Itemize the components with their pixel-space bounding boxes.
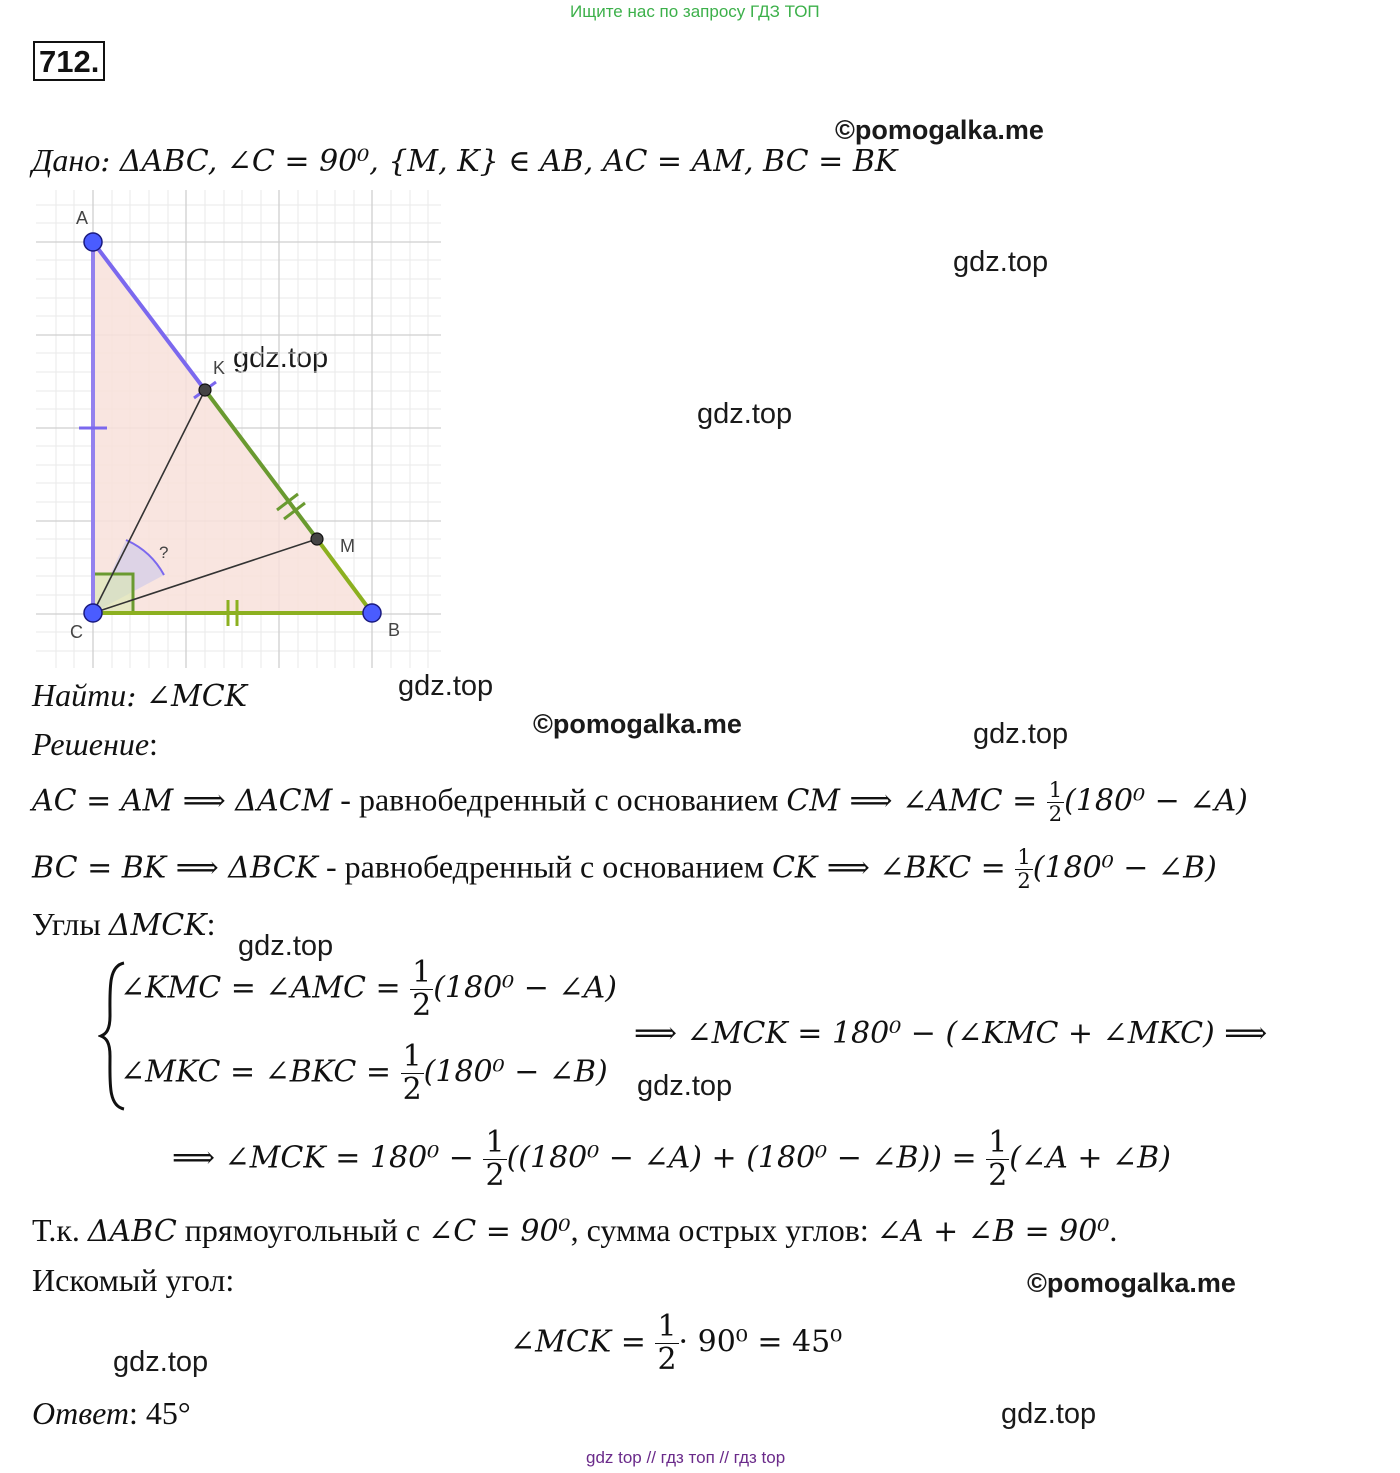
watermark-gdz: gdz.top [398, 670, 494, 702]
given-text: : ΔABC, ∠C = 90⁰, {M, K} ∈ AB, AC = AM, BC = BK [100, 144, 898, 179]
label-k: K [213, 358, 226, 378]
system-result: ⟹ ∠MCK = 180⁰ − (∠KMC + ∠MKC) ⟹ [634, 1016, 1268, 1051]
frac-den: 2 [988, 1158, 1008, 1193]
answer-line [32, 1395, 191, 1432]
watermark-gdz: gdz.top [973, 718, 1069, 750]
fraction-half [410, 955, 433, 1023]
angle-question-mark: ? [159, 543, 169, 562]
frac-den: 2 [485, 1158, 505, 1193]
find-label: Найти [32, 677, 127, 713]
frac-num: 1 [1017, 845, 1031, 869]
solution-label-text: Решение [32, 726, 150, 762]
angles-label: Углы [32, 906, 109, 942]
watermark-gdz: gdz.top [233, 342, 329, 374]
problem-number-box [33, 41, 105, 81]
frac-den: 2 [1017, 869, 1031, 893]
line1-equality: AC = AM ⟹ ΔACM [32, 783, 333, 819]
line1-expr: (180⁰ − ∠A) [1064, 783, 1248, 819]
since-sum-text: , сумма острых углов: [570, 1212, 877, 1248]
watermark-pomogalka: ©pomogalka.me [835, 115, 1044, 145]
sys2-angle: ∠MKC = ∠BKC = [120, 1054, 401, 1090]
solution-line-2 [32, 847, 1217, 892]
label-b: B [388, 620, 401, 640]
frac-den: 2 [1048, 802, 1063, 826]
since-sum: ∠A + ∠B = 90⁰ [876, 1214, 1110, 1249]
frac-num: 1 [657, 1309, 677, 1344]
since-angle-c: ∠C = 90⁰ [428, 1214, 571, 1249]
expansion-line [172, 1125, 1171, 1193]
find-text: : ∠MCK [126, 679, 248, 714]
watermark-gdz: gdz.top [238, 930, 334, 962]
since-text: прямоугольный с [176, 1212, 429, 1248]
watermark-gdz: gdz.top [953, 246, 1049, 278]
fraction-half [655, 1309, 678, 1377]
fraction-half [401, 1039, 424, 1107]
point-m [311, 533, 323, 545]
watermark-pomogalka: ©pomogalka.me [1027, 1268, 1236, 1298]
since-prefix: Т.к. [32, 1212, 88, 1248]
frac-num: 1 [988, 1125, 1008, 1160]
expand-start: ⟹ ∠MCK = 180⁰ − [172, 1140, 484, 1176]
final-angle: ∠MCK = [510, 1324, 656, 1360]
watermark-gdz: gdz.top [697, 398, 793, 430]
line2-text: - равнобедренный с основанием [317, 848, 772, 885]
line2-equality: BC = BK ⟹ ΔBCK [32, 850, 318, 886]
footer-links[interactable]: gdz top // гдз топ // гдз top [586, 1448, 786, 1467]
triangle-figure [36, 190, 441, 668]
solution-line-1 [32, 780, 1248, 825]
watermark-gdz: gdz.top [1001, 1398, 1097, 1430]
problem-number [33, 44, 105, 80]
frac-num: 1 [412, 955, 432, 990]
frac-num: 1 [485, 1125, 505, 1160]
final-formula [510, 1309, 843, 1377]
problem-number-dot: . [90, 44, 100, 79]
watermark-pomogalka: ©pomogalka.me [533, 709, 742, 739]
given-label: Дано [32, 142, 101, 178]
line1-angle: CM ⟹ ∠AMC = [786, 783, 1047, 819]
problem-number-value: 712 [39, 44, 91, 79]
since-line [32, 1212, 1117, 1249]
line2-expr: (180⁰ − ∠B) [1032, 850, 1217, 886]
angles-triangle: ΔMCK [108, 908, 207, 943]
expand-end: (∠A + ∠B) [1009, 1140, 1171, 1176]
frac-num: 1 [402, 1039, 422, 1074]
label-c: C [70, 622, 83, 642]
watermark-gdz: gdz.top [637, 1070, 733, 1102]
since-triangle: ΔABC [87, 1214, 177, 1249]
solution-label [32, 726, 158, 763]
given-line [32, 142, 897, 179]
point-c [84, 604, 102, 622]
fraction-half [986, 1125, 1009, 1193]
sys2-expr: (180⁰ − ∠B) [423, 1054, 608, 1090]
point-b [363, 604, 381, 622]
frac-den: 2 [402, 1072, 422, 1107]
frac-den: 2 [412, 988, 432, 1023]
frac-num: 1 [1048, 778, 1063, 802]
find-line [32, 677, 247, 714]
point-a [84, 233, 102, 251]
solution-label-colon: : [149, 726, 158, 762]
angles-heading [32, 906, 215, 943]
answer-label: Ответ [32, 1395, 129, 1431]
system-line-1 [120, 955, 617, 1023]
answer-value: : 45° [129, 1395, 191, 1431]
label-a: A [76, 208, 89, 228]
sys1-expr: (180⁰ − ∠A) [433, 970, 617, 1006]
system-line-2 [120, 1039, 608, 1107]
fraction-half [1015, 847, 1032, 892]
label-m: M [340, 536, 355, 556]
line1-text: - равнобедренный с основанием [332, 781, 787, 818]
top-search-link[interactable]: Ищите нас по запросу ГДЗ ТОП [570, 2, 820, 21]
fraction-half [483, 1125, 506, 1193]
sys1-angle: ∠KMC = ∠AMC = [120, 970, 411, 1006]
point-k [199, 384, 211, 396]
angles-colon: : [206, 906, 216, 942]
sought-angle-label: Искомый угол: [32, 1262, 235, 1298]
since-dot: . [1109, 1212, 1118, 1248]
line2-angle: CK ⟹ ∠BKC = [771, 850, 1016, 886]
final-result: · 90⁰ = 45⁰ [678, 1324, 843, 1360]
frac-den: 2 [657, 1342, 677, 1377]
fraction-half [1047, 780, 1064, 825]
watermark-gdz: gdz.top [113, 1346, 209, 1378]
expand-middle: ((180⁰ − ∠A) + (180⁰ − ∠B)) = [506, 1140, 987, 1176]
